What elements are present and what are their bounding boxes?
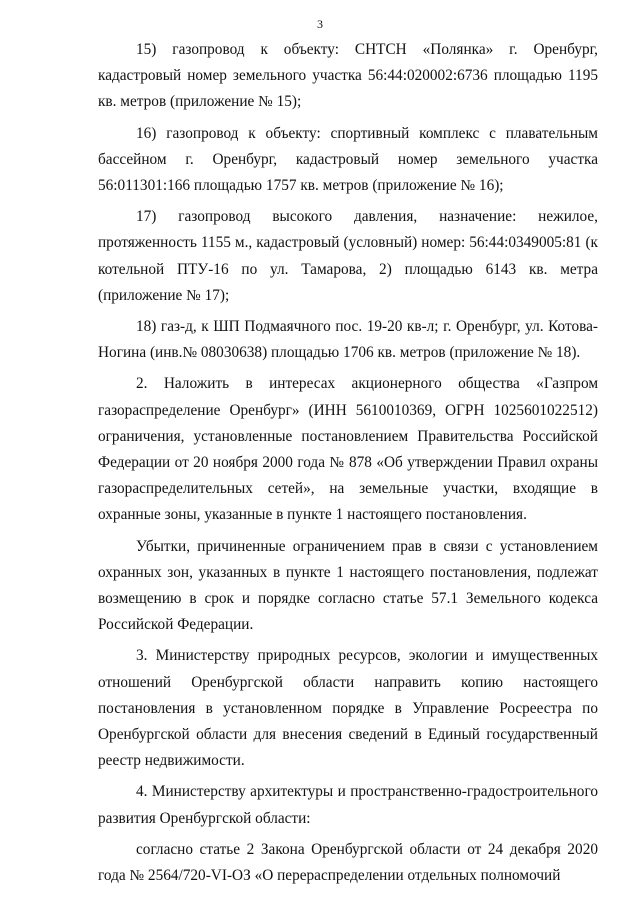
- paragraph-item-17: 17) газопровод высокого давления, назначение: нежилое, протяженность 1155 м., кадастровый (условный) номер: 56:44:0349005:81 (к котельной ПТУ-16 по ул. Тамарова, 2) площадью 6143 кв. метра (приложение № 17);: [98, 208, 598, 304]
- paragraph-section-4: 4. Министерству архитектуры и пространственно-градостроительного развития Оренбургской области:: [98, 783, 598, 827]
- paragraph-item-16: 16) газопровод к объекту: спортивный комплекс с плавательным бассейном г. Оренбург, кадастровый номер земельного участка 56:011301:166 площадью 1757 кв. метров (приложение № 16);: [98, 124, 598, 195]
- paragraph-section-2: 2. Наложить в интересах акционерного общества «Газпром газораспределение Оренбург» (ИНН 5610010369, ОГРН 1025601022512) ограничения, установленные постановлением Правительства Российской Федерации от 20 ноября 2000 года № 878 «Об утверждении Правил охраны газораспределительных сетей», на земельные участки, входящие в охранные зоны, указанные в пункте 1 настоящего постановления.: [98, 375, 598, 524]
- paragraph-item-18: 18) газ-д, к ШП Подмаячного пос. 19-20 кв-л; г. Оренбург, ул. Котова-Ногина (инв.№ 08030638) площадью 1706 кв. метров (приложение № 18).: [98, 318, 598, 362]
- paragraph-item-15: 15) газопровод к объекту: СНТСН «Полянка» г. Оренбург, кадастровый номер земельного участка 56:44:020002:6736 площадью 1195 кв. метров (приложение № 15);: [98, 41, 598, 111]
- page-number: 3: [317, 17, 323, 31]
- paragraph-losses: Убытки, причиненные ограничением прав в связи с установлением охранных зон, указанных в пункте 1 настоящего постановления, подлежат возмещению в срок и порядке согласно статье 57.1 Земельного кодекса Российской Федерации.: [98, 537, 598, 634]
- paragraph-section-3: 3. Министерству природных ресурсов, экологии и имущественных отношений Оренбургской области направить копию настоящего постановления в установленном порядке в Управление Росреестра по Оренбургской области для внесения сведений в Единый государственный реестр недвижимости.: [98, 647, 598, 770]
- paragraph-section-4-subitem: согласно статье 2 Закона Оренбургской области от 24 декабря 2020 года № 2564/720-VI-ОЗ «О перераспределении отдельных полномочий: [98, 840, 598, 885]
- document-body: [98, 37, 598, 889]
